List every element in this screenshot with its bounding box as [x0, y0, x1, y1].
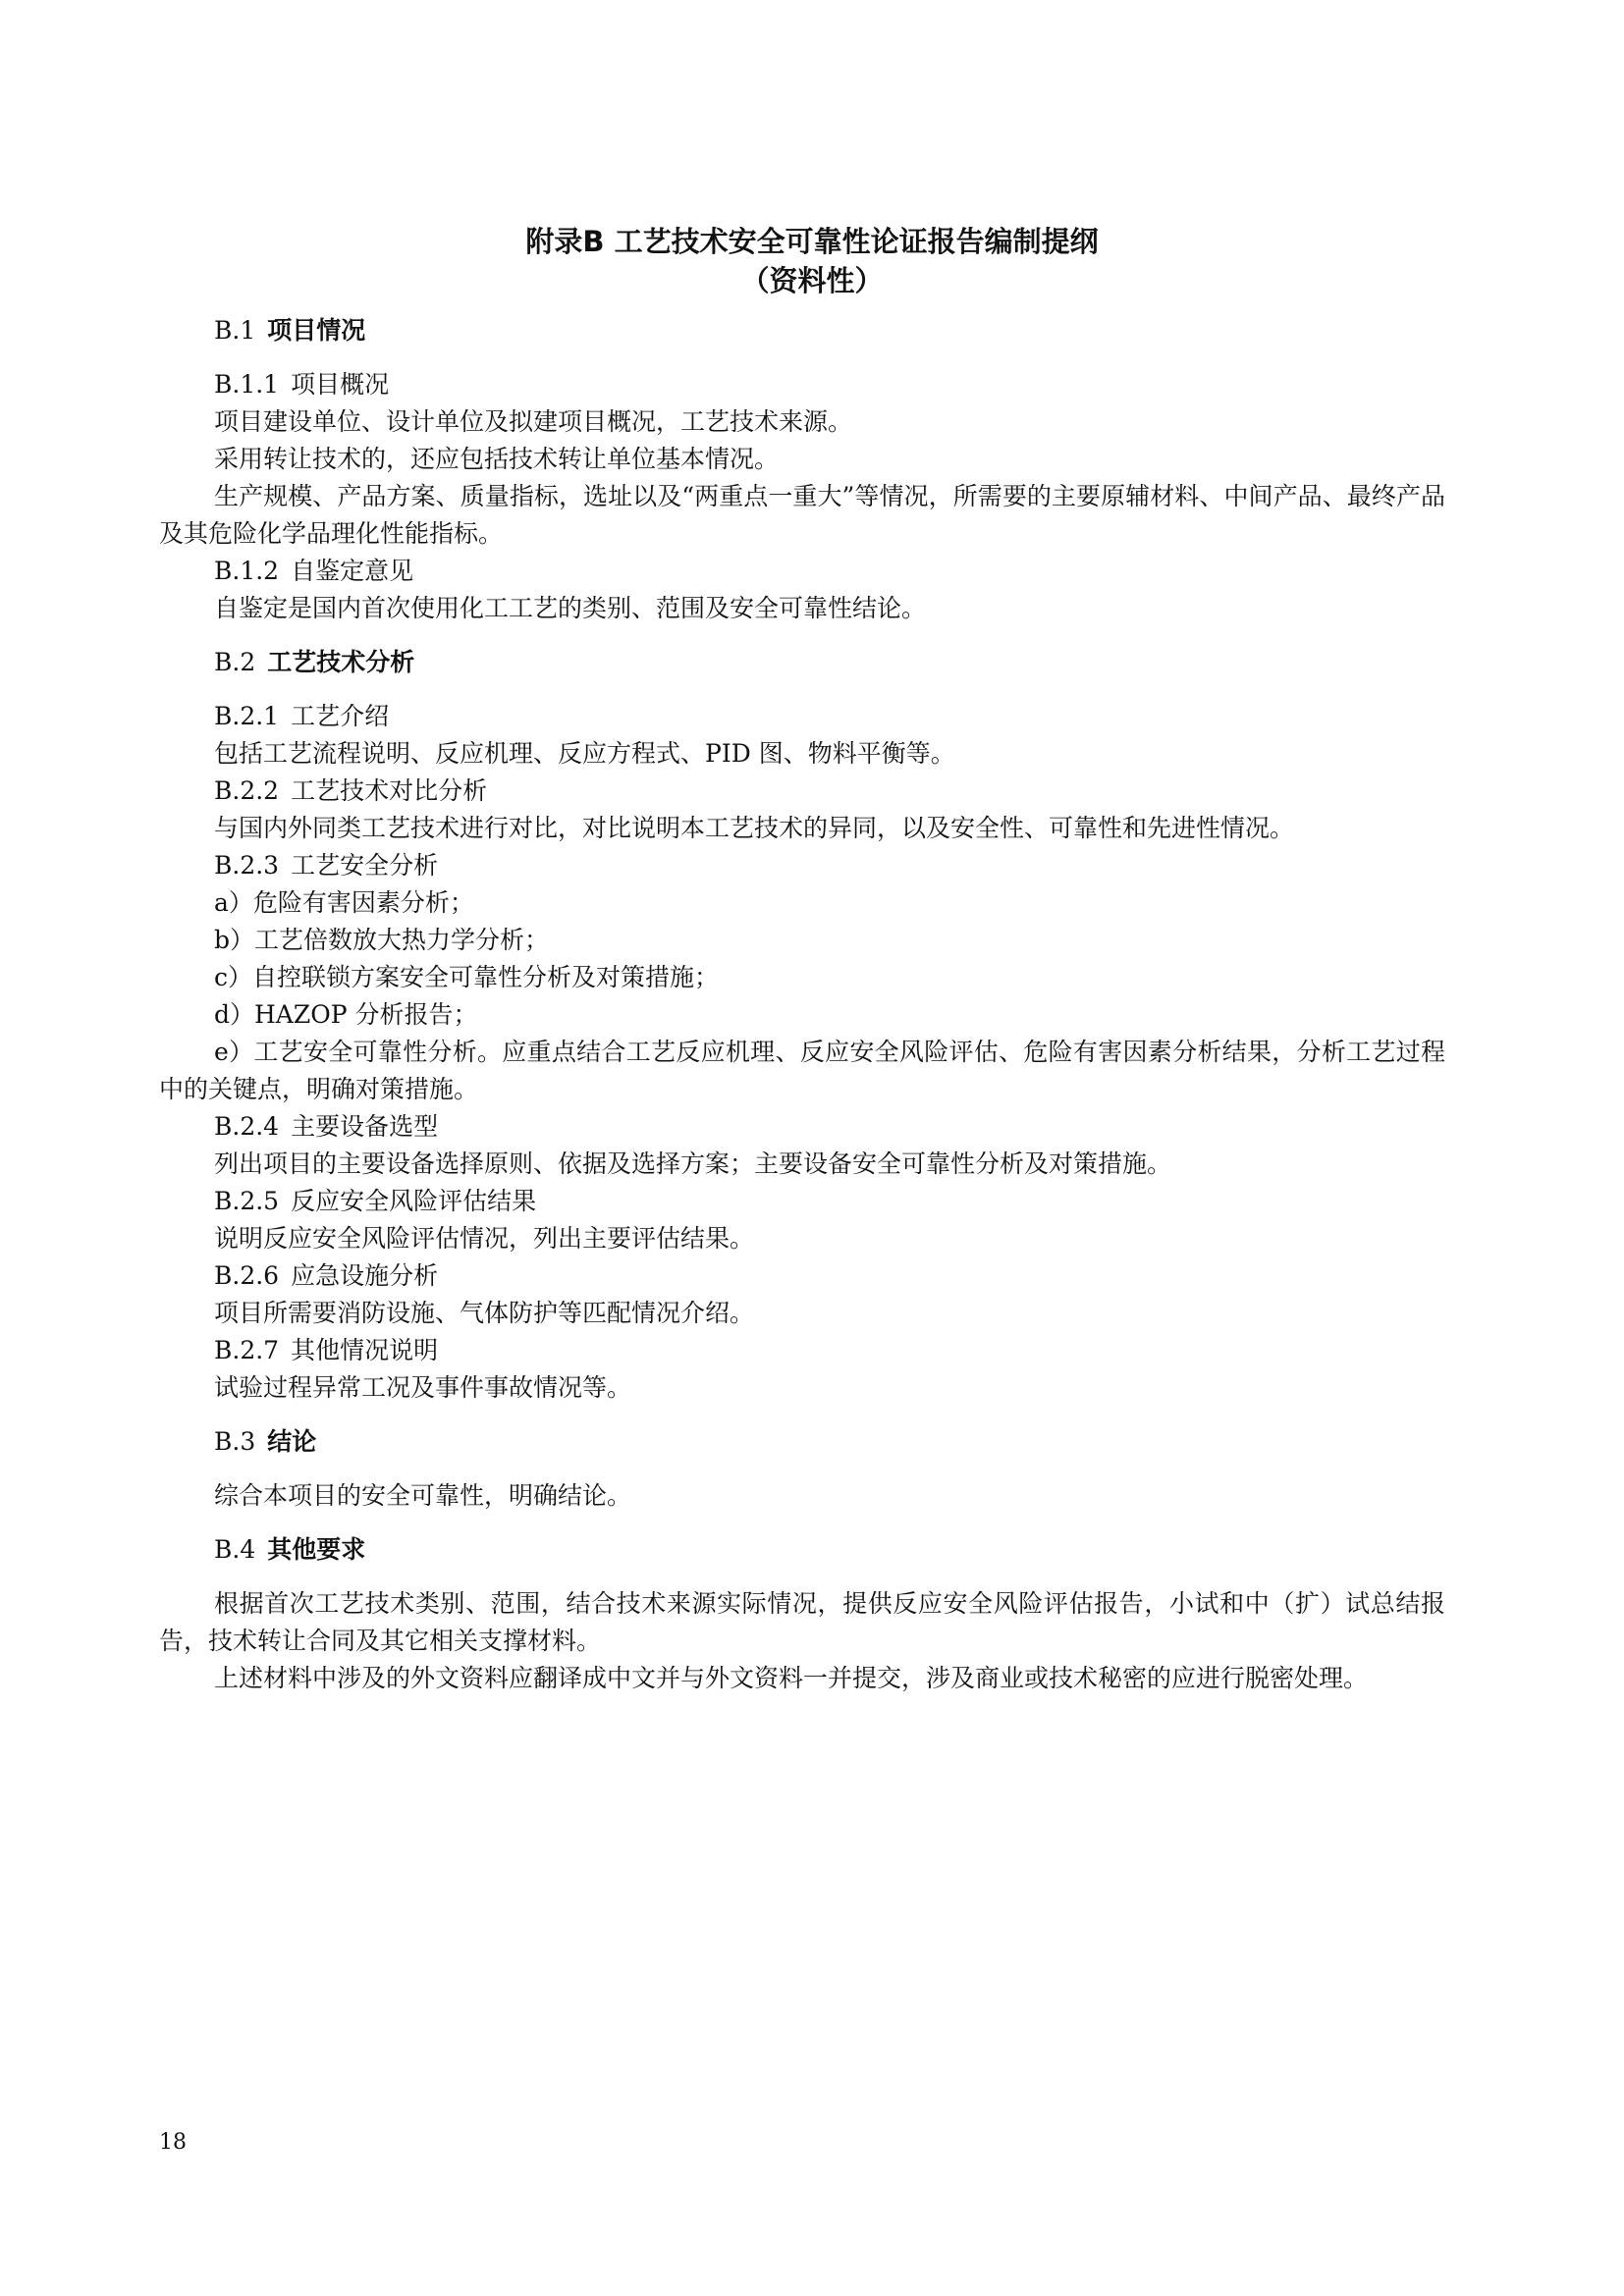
- subsection-number: B.2.1: [214, 702, 280, 730]
- page-title: 附录B 工艺技术安全可靠性论证报告编制提纲: [525, 225, 1099, 258]
- subsection-number: B.1.1: [214, 370, 280, 399]
- page-subtitle: （资料性）: [740, 264, 884, 297]
- paragraph: 包括工艺流程说明、反应机理、反应方程式、PID 图、物料平衡等。: [214, 739, 955, 768]
- subsection-heading-b22: [159, 773, 1445, 810]
- title-block: [0, 222, 1624, 300]
- section-heading-b4: [159, 1531, 1445, 1569]
- list-item: e）工艺安全可靠性分析。应重点结合工艺反应机理、反应安全风险评估、危险有害因素分析结果，分析工艺过程中的关键点，明确对策措施。: [159, 1038, 1445, 1103]
- subsection-heading-b26: [159, 1257, 1445, 1295]
- subsection-heading-b21: [159, 698, 1445, 735]
- subsection-title: 自鉴定意见: [291, 557, 414, 585]
- section-heading-b2: [159, 644, 1445, 681]
- subsection-number: B.2.6: [214, 1261, 280, 1290]
- list-item: d）HAZOP 分析报告；: [214, 1000, 478, 1029]
- paragraph: 上述材料中涉及的外文资料应翻译成中文并与外文资料一并提交，涉及商业或技术秘密的应进行脱密处理。: [214, 1664, 1369, 1692]
- subsection-heading-b23: [159, 847, 1445, 884]
- list-item: b）工艺倍数放大热力学分析；: [214, 926, 550, 954]
- paragraph: 与国内外同类工艺技术进行对比，对比说明本工艺技术的异同，以及安全性、可靠性和先进性情况。: [214, 814, 1295, 842]
- subsection-heading-b11: [159, 366, 1445, 403]
- section-heading-b1: [159, 312, 1445, 349]
- subsection-title: 其他情况说明: [291, 1336, 439, 1364]
- section-title: 项目情况: [267, 316, 366, 345]
- subsection-title: 工艺技术对比分析: [291, 776, 488, 805]
- subsection-heading-b25: [159, 1183, 1445, 1220]
- section-number: B.4: [214, 1535, 256, 1564]
- paragraph: 采用转让技术的，还应包括技术转让单位基本情况。: [214, 445, 780, 473]
- subsection-heading-b24: [159, 1108, 1445, 1146]
- paragraph: 试验过程异常工况及事件事故情况等。: [214, 1373, 632, 1402]
- paragraph: 根据首次工艺技术类别、范围，结合技术来源实际情况，提供反应安全风险评估报告，小试和中（扩）试总结报告，技术转让合同及其它相关支撑材料。: [159, 1589, 1445, 1655]
- section-number: B.2: [214, 648, 256, 676]
- subsection-title: 工艺介绍: [291, 702, 390, 730]
- subsection-heading-b12: [159, 553, 1445, 590]
- list-item: a）危险有害因素分析；: [214, 888, 474, 917]
- subsection-title: 主要设备选型: [291, 1112, 439, 1141]
- subsection-number: B.1.2: [214, 557, 280, 585]
- paragraph: 生产规模、产品方案、质量指标，选址以及“两重点一重大”等情况，所需要的主要原辅材料、中间产品、最终产品及其危险化学品理化性能指标。: [159, 482, 1445, 548]
- subsection-title: 反应安全风险评估结果: [291, 1187, 537, 1215]
- document-body: [159, 312, 1445, 1697]
- list-item: c）自控联锁方案安全可靠性分析及对策措施；: [214, 963, 720, 991]
- section-title: 结论: [267, 1427, 317, 1456]
- section-title: 其他要求: [267, 1535, 366, 1564]
- section-heading-b3: [159, 1423, 1445, 1461]
- paragraph: 自鉴定是国内首次使用化工工艺的类别、范围及安全可靠性结论。: [214, 594, 927, 622]
- subsection-number: B.2.2: [214, 776, 280, 805]
- page-number: 18: [159, 2130, 187, 2155]
- subsection-number: B.2.7: [214, 1336, 280, 1364]
- subsection-title: 应急设施分析: [291, 1261, 439, 1290]
- section-number: B.1: [214, 316, 256, 345]
- paragraph: 列出项目的主要设备选择原则、依据及选择方案；主要设备安全可靠性分析及对策措施。: [214, 1149, 1172, 1178]
- subsection-number: B.2.3: [214, 851, 280, 880]
- subsection-number: B.2.4: [214, 1112, 280, 1141]
- paragraph: 说明反应安全风险评估情况，列出主要评估结果。: [214, 1224, 755, 1253]
- paragraph: 项目所需要消防设施、气体防护等匹配情况介绍。: [214, 1299, 755, 1327]
- subsection-title: 项目概况: [291, 370, 390, 399]
- section-title: 工艺技术分析: [267, 648, 415, 676]
- paragraph: 项目建设单位、设计单位及拟建项目概况，工艺技术来源。: [214, 407, 853, 436]
- paragraph: 综合本项目的安全可靠性，明确结论。: [214, 1481, 632, 1510]
- subsection-heading-b27: [159, 1332, 1445, 1369]
- subsection-number: B.2.5: [214, 1187, 280, 1215]
- subsection-title: 工艺安全分析: [291, 851, 439, 880]
- section-number: B.3: [214, 1427, 256, 1456]
